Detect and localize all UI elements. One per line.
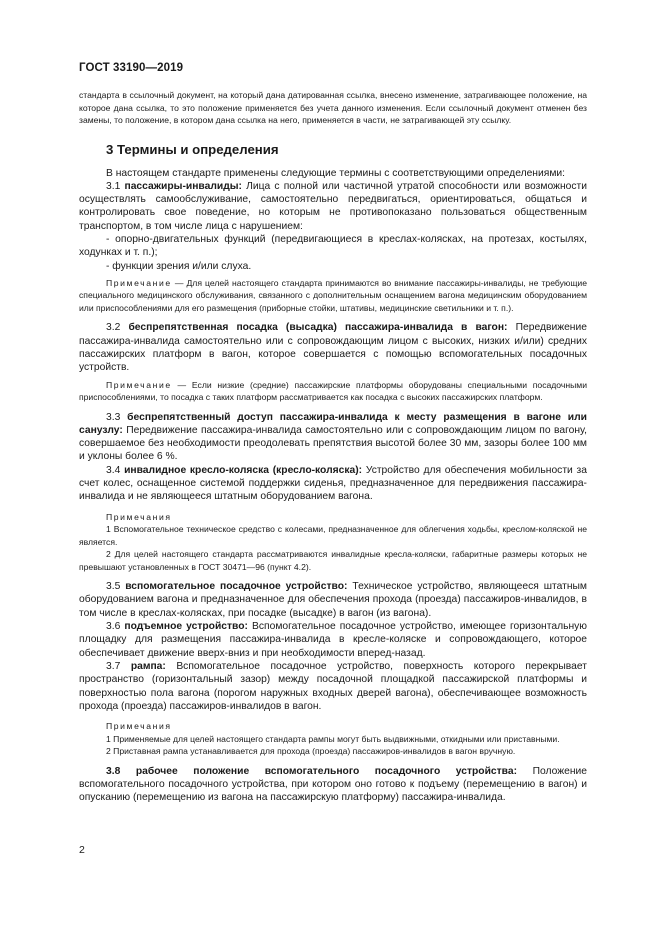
- term-title: подъемное устройство:: [124, 621, 248, 633]
- note-label: Примечание: [106, 277, 172, 288]
- page-content: [79, 89, 587, 805]
- note: 2 Для целей настоящего стандарта рассматриваются инвалидные кресла-коляски, габаритные размеры которых не превышают установленных в ГОСТ 30471—96 (пункт 4.2).: [79, 549, 587, 572]
- term-number: 3.6: [106, 621, 121, 633]
- term-title: пассажиры-инвалиды:: [124, 180, 242, 192]
- intro-paragraph: стандарта в ссылочный документ, на который дана датированная ссылка, внесено изменение, затрагивающее положение, на которое дана ссылка, то это положение применяется без учета данного изменения. Если ссылочный документ отменен без замены, то положение, в котором дана ссылка на него, применяется в части, не затрагивающей эту ссылку.: [79, 90, 587, 125]
- note-text: — Если низкие (средние) пассажирские платформы оборудованы специальными посадочными приспособлениями, то посадка с таких платформ рассматривается как посадка с высоких пассажирских платформ.: [79, 379, 587, 403]
- term-title: вспомогательное посадочное устройство:: [125, 581, 348, 593]
- section-lead: В настоящем стандарте применены следующие термины с соответствующими определениями:: [106, 167, 566, 179]
- term-3-6: [79, 620, 587, 660]
- note: 1 Применяемые для целей настоящего стандарта рампы могут быть выдвижными, откидными или приставными.: [106, 733, 560, 744]
- term-definition: Устройство для обеспечения мобильности за счет колес, оснащенное системой поддержки сиденья, предназначенное для передвижения пассажира-инвалида и не являющееся штатным оборудованием вагона.: [79, 464, 587, 503]
- term-title: рабочее положение вспомогательного посадочного устройства:: [135, 765, 518, 777]
- term-definition: Лица с полной или частичной утратой способности или возможности осуществлять самообслуживание, самостоятельно передвигаться, ориентироваться, общаться и контролировать свое поведение, но которым не противопоказано пользоваться общественным транспортом, в том числе лица с нарушением:: [79, 180, 587, 232]
- term-3-4: [79, 464, 587, 504]
- term-definition: Вспомогательное посадочное устройство, поверхность которого перекрывает пространство (горизонтальный зазор) между посадочной площадкой пассажирской платформы и поверхностью пола вагона (порогом наружных входных дверей вагона), обеспечивающее возможность прохода (проезда) пассажиров-инвалидов в вагон.: [79, 660, 587, 712]
- term-definition: Вспомогательное посадочное устройство, имеющее горизонтальную площадку для размещения пассажира-инвалида в кресле-коляске и сопровождающего, которое обеспечивает движение вверх-вниз и при необходимости вперед-назад.: [79, 621, 587, 659]
- term-3-7: [79, 660, 587, 713]
- term-title: беспрепятственная посадка (высадка) пассажира-инвалида в вагон:: [128, 322, 508, 334]
- section-title: 3 Термины и определения: [106, 141, 279, 157]
- term-definition: Техническое устройство, являющееся штатным оборудованием вагона и предназначенное для обеспечения прохода (проезда) пассажиров-инвалидов, в том числе в креслах-колясках, при посадке (высадке) в вагон (из вагона).: [79, 581, 587, 619]
- note: 1 Вспомогательное техническое средство с колесами, предназначенное для облегчения ходьбы, креслом-коляской не является.: [79, 524, 587, 547]
- list-item: - опорно-двигательных функций (передвигающиеся в креслах-колясках, на протезах, костылях, ходунках и т. п.);: [79, 233, 587, 259]
- term-3-2: [79, 321, 587, 374]
- term-number: 3.1: [106, 180, 121, 192]
- term-definition: Положение вспомогательного посадочного устройства, при котором оно готово к подъему (перемещению в вагон) и опусканию (перемещению из вагона на пассажирскую платформу) пассажира-инвалида.: [79, 765, 587, 804]
- term-3-3: [79, 411, 587, 464]
- standard-header: ГОСТ 33190—2019: [79, 62, 184, 74]
- note: 2 Приставная рампа устанавливается для прохода (проезда) пассажиров-инвалидов в вагон вручную.: [106, 746, 516, 757]
- term-3-5: [79, 580, 587, 620]
- term-number: 3.7: [106, 660, 121, 672]
- note-text: — Для целей настоящего стандарта принимаются во внимание пассажиры-инвалиды, не требующие специального медицинского обслуживания, связанного с дополнительным оснащением вагона медицинским оборудованием или приспособлениями для его размещения (приборные стойки, штативы, медицинские светильники и т. п.).: [79, 277, 587, 313]
- note-label: Примечание: [106, 379, 172, 390]
- term-number: 3.2: [106, 322, 121, 334]
- note: [79, 379, 587, 404]
- term-number: 3.4: [106, 464, 121, 476]
- term-number: 3.5: [106, 581, 121, 593]
- page-number: 2: [79, 844, 85, 856]
- term-number: 3.8: [106, 765, 121, 777]
- term-title: рампа:: [130, 660, 166, 672]
- list-item: - функции зрения и/или слуха.: [106, 260, 252, 272]
- term-3-8: [79, 765, 587, 805]
- term-definition: Передвижение пассажира-инвалида самостоятельно или с сопровождающим лицом с высоких, низких и/или) средних пассажирских платформ в вагон, которое совершается с помощью вспомогательных посадочных устройств.: [79, 322, 587, 374]
- note: [79, 277, 587, 315]
- term-title: инвалидное кресло-коляска (кресло-коляска):: [124, 464, 363, 476]
- term-number: 3.3: [106, 411, 121, 423]
- term-definition: Передвижение пассажира-инвалида самостоятельно или с сопровождающим лицом по вагону, совершаемое без необходимости преодолевать препятствия высотой более 30 мм, зазоры более 100 мм и уклоны более 6 %.: [79, 424, 587, 463]
- term-3-1: [79, 180, 587, 233]
- term-title: беспрепятственный доступ пассажира-инвалида к месту размещения в вагоне или санузлу:: [79, 411, 587, 436]
- notes-label: Примечания: [106, 721, 172, 732]
- notes-label: Примечания: [106, 511, 172, 522]
